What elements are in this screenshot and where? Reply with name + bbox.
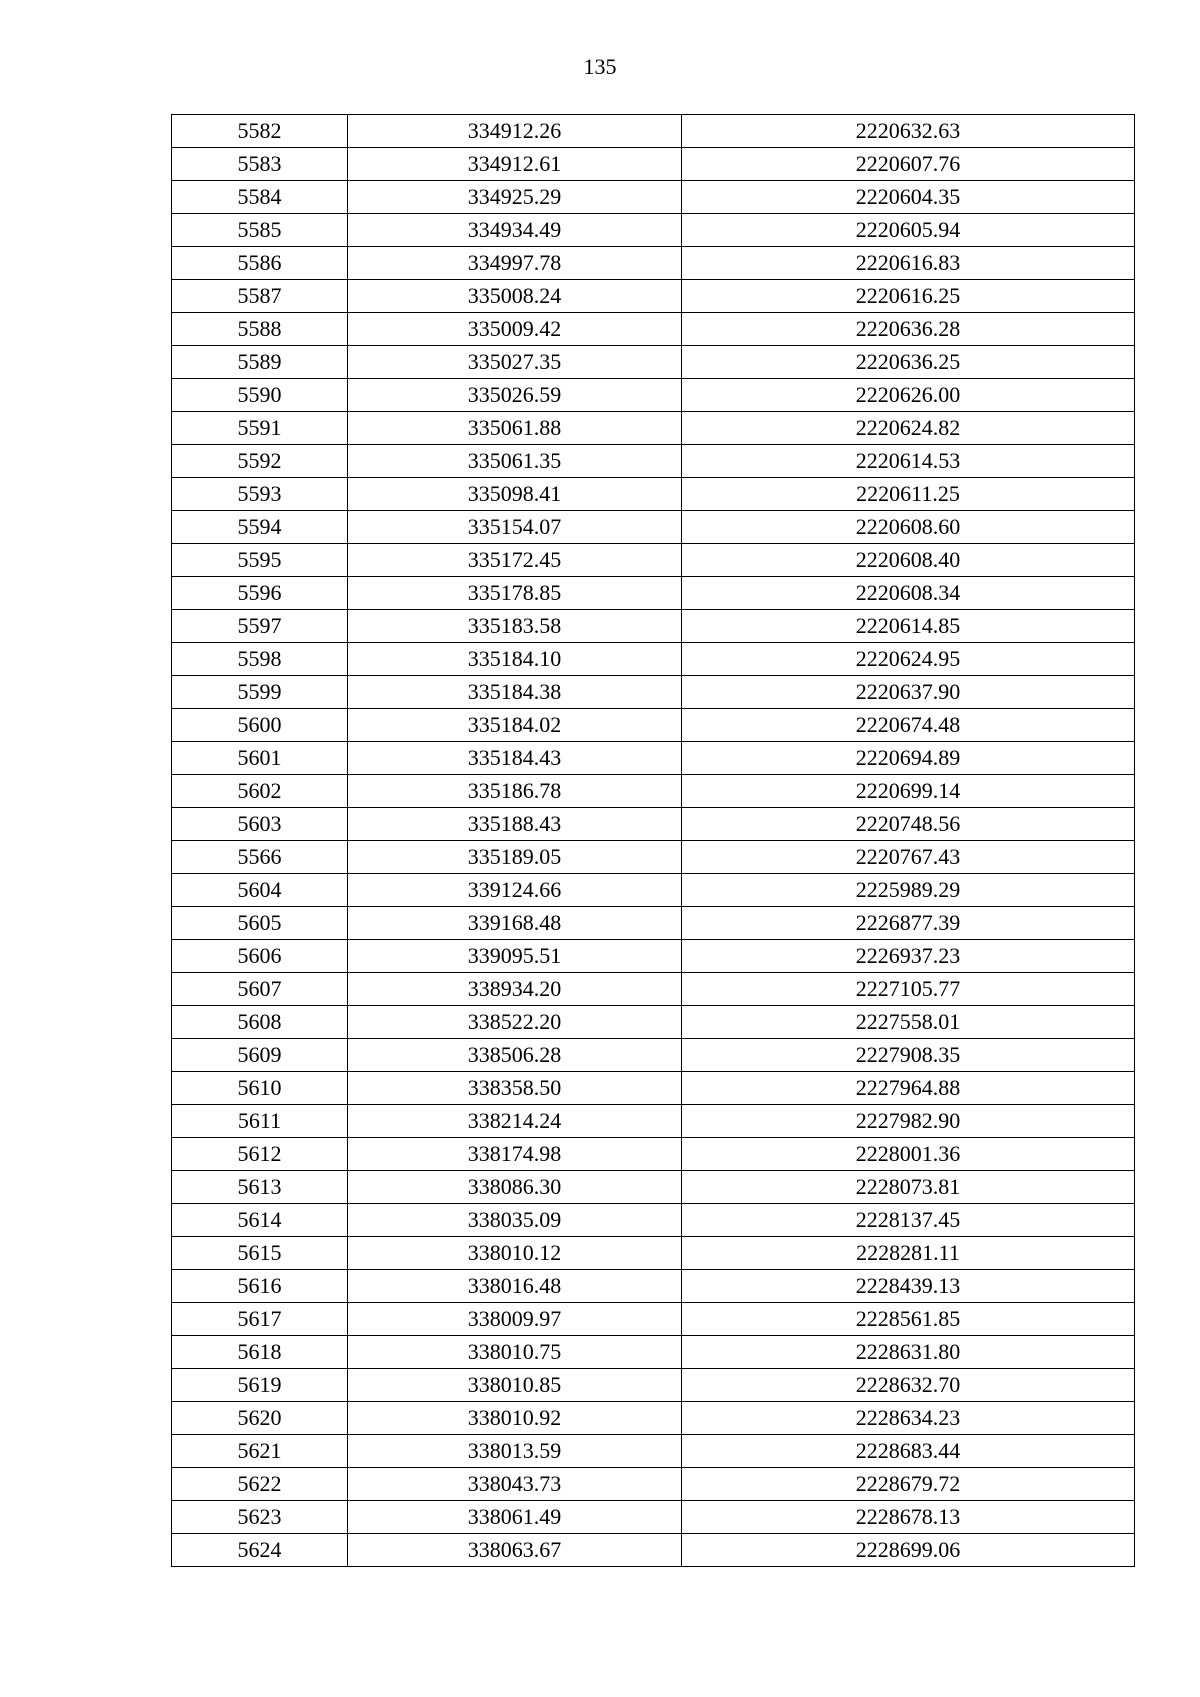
point-number-cell: 5598 bbox=[172, 643, 348, 676]
y-coordinate-cell: 2228678.13 bbox=[682, 1501, 1135, 1534]
y-coordinate-cell: 2220608.40 bbox=[682, 544, 1135, 577]
x-coordinate-cell: 335061.35 bbox=[348, 445, 682, 478]
y-coordinate-cell: 2228001.36 bbox=[682, 1138, 1135, 1171]
point-number-cell: 5604 bbox=[172, 874, 348, 907]
table-row bbox=[172, 247, 1135, 280]
point-number-cell: 5617 bbox=[172, 1303, 348, 1336]
table-row bbox=[172, 1105, 1135, 1138]
x-coordinate-cell: 338061.49 bbox=[348, 1501, 682, 1534]
table-row bbox=[172, 313, 1135, 346]
point-number-cell: 5613 bbox=[172, 1171, 348, 1204]
point-number-cell: 5588 bbox=[172, 313, 348, 346]
x-coordinate-cell: 335154.07 bbox=[348, 511, 682, 544]
x-coordinate-cell: 338358.50 bbox=[348, 1072, 682, 1105]
y-coordinate-cell: 2227105.77 bbox=[682, 973, 1135, 1006]
table-row bbox=[172, 280, 1135, 313]
table-row bbox=[172, 808, 1135, 841]
point-number-cell: 5599 bbox=[172, 676, 348, 709]
x-coordinate-cell: 335184.10 bbox=[348, 643, 682, 676]
x-coordinate-cell: 338506.28 bbox=[348, 1039, 682, 1072]
y-coordinate-cell: 2228699.06 bbox=[682, 1534, 1135, 1567]
point-number-cell: 5601 bbox=[172, 742, 348, 775]
table-row bbox=[172, 709, 1135, 742]
table-row bbox=[172, 379, 1135, 412]
x-coordinate-cell: 335026.59 bbox=[348, 379, 682, 412]
y-coordinate-cell: 2220624.82 bbox=[682, 412, 1135, 445]
table-row bbox=[172, 1138, 1135, 1171]
y-coordinate-cell: 2220626.00 bbox=[682, 379, 1135, 412]
point-number-cell: 5603 bbox=[172, 808, 348, 841]
coordinates-table-body bbox=[172, 115, 1135, 1567]
table-row bbox=[172, 1006, 1135, 1039]
x-coordinate-cell: 339168.48 bbox=[348, 907, 682, 940]
x-coordinate-cell: 338063.67 bbox=[348, 1534, 682, 1567]
point-number-cell: 5583 bbox=[172, 148, 348, 181]
table-row bbox=[172, 577, 1135, 610]
table-row bbox=[172, 1336, 1135, 1369]
table-row bbox=[172, 214, 1135, 247]
y-coordinate-cell: 2220624.95 bbox=[682, 643, 1135, 676]
x-coordinate-cell: 338214.24 bbox=[348, 1105, 682, 1138]
table-row bbox=[172, 1501, 1135, 1534]
table-row bbox=[172, 973, 1135, 1006]
table-row bbox=[172, 1171, 1135, 1204]
table-row bbox=[172, 445, 1135, 478]
y-coordinate-cell: 2220748.56 bbox=[682, 808, 1135, 841]
table-row bbox=[172, 1237, 1135, 1270]
y-coordinate-cell: 2228683.44 bbox=[682, 1435, 1135, 1468]
point-number-cell: 5586 bbox=[172, 247, 348, 280]
x-coordinate-cell: 335008.24 bbox=[348, 280, 682, 313]
x-coordinate-cell: 335186.78 bbox=[348, 775, 682, 808]
table-row bbox=[172, 511, 1135, 544]
x-coordinate-cell: 334925.29 bbox=[348, 181, 682, 214]
point-number-cell: 5606 bbox=[172, 940, 348, 973]
y-coordinate-cell: 2228561.85 bbox=[682, 1303, 1135, 1336]
x-coordinate-cell: 338522.20 bbox=[348, 1006, 682, 1039]
table-row bbox=[172, 907, 1135, 940]
table-row bbox=[172, 742, 1135, 775]
x-coordinate-cell: 338174.98 bbox=[348, 1138, 682, 1171]
point-number-cell: 5624 bbox=[172, 1534, 348, 1567]
point-number-cell: 5605 bbox=[172, 907, 348, 940]
y-coordinate-cell: 2228137.45 bbox=[682, 1204, 1135, 1237]
y-coordinate-cell: 2228679.72 bbox=[682, 1468, 1135, 1501]
table-row bbox=[172, 346, 1135, 379]
point-number-cell: 5590 bbox=[172, 379, 348, 412]
table-row bbox=[172, 1270, 1135, 1303]
x-coordinate-cell: 335178.85 bbox=[348, 577, 682, 610]
x-coordinate-cell: 335184.38 bbox=[348, 676, 682, 709]
x-coordinate-cell: 339095.51 bbox=[348, 940, 682, 973]
y-coordinate-cell: 2220636.28 bbox=[682, 313, 1135, 346]
table-row bbox=[172, 1204, 1135, 1237]
point-number-cell: 5618 bbox=[172, 1336, 348, 1369]
table-row bbox=[172, 1039, 1135, 1072]
table-row bbox=[172, 1402, 1135, 1435]
y-coordinate-cell: 2228632.70 bbox=[682, 1369, 1135, 1402]
table-row bbox=[172, 115, 1135, 148]
point-number-cell: 5620 bbox=[172, 1402, 348, 1435]
x-coordinate-cell: 338086.30 bbox=[348, 1171, 682, 1204]
point-number-cell: 5622 bbox=[172, 1468, 348, 1501]
x-coordinate-cell: 334912.61 bbox=[348, 148, 682, 181]
x-coordinate-cell: 338013.59 bbox=[348, 1435, 682, 1468]
point-number-cell: 5591 bbox=[172, 412, 348, 445]
x-coordinate-cell: 338009.97 bbox=[348, 1303, 682, 1336]
table-row bbox=[172, 1435, 1135, 1468]
table-row bbox=[172, 544, 1135, 577]
y-coordinate-cell: 2228439.13 bbox=[682, 1270, 1135, 1303]
y-coordinate-cell: 2220608.60 bbox=[682, 511, 1135, 544]
point-number-cell: 5607 bbox=[172, 973, 348, 1006]
point-number-cell: 5615 bbox=[172, 1237, 348, 1270]
point-number-cell: 5611 bbox=[172, 1105, 348, 1138]
point-number-cell: 5609 bbox=[172, 1039, 348, 1072]
table-row bbox=[172, 1468, 1135, 1501]
point-number-cell: 5585 bbox=[172, 214, 348, 247]
table-row bbox=[172, 610, 1135, 643]
x-coordinate-cell: 339124.66 bbox=[348, 874, 682, 907]
table-row bbox=[172, 478, 1135, 511]
point-number-cell: 5594 bbox=[172, 511, 348, 544]
point-number-cell: 5602 bbox=[172, 775, 348, 808]
point-number-cell: 5566 bbox=[172, 841, 348, 874]
point-number-cell: 5612 bbox=[172, 1138, 348, 1171]
x-coordinate-cell: 338035.09 bbox=[348, 1204, 682, 1237]
point-number-cell: 5608 bbox=[172, 1006, 348, 1039]
y-coordinate-cell: 2220699.14 bbox=[682, 775, 1135, 808]
y-coordinate-cell: 2227908.35 bbox=[682, 1039, 1135, 1072]
x-coordinate-cell: 338010.85 bbox=[348, 1369, 682, 1402]
x-coordinate-cell: 335184.02 bbox=[348, 709, 682, 742]
y-coordinate-cell: 2228634.23 bbox=[682, 1402, 1135, 1435]
x-coordinate-cell: 338043.73 bbox=[348, 1468, 682, 1501]
y-coordinate-cell: 2226937.23 bbox=[682, 940, 1135, 973]
y-coordinate-cell: 2220614.85 bbox=[682, 610, 1135, 643]
point-number-cell: 5584 bbox=[172, 181, 348, 214]
y-coordinate-cell: 2225989.29 bbox=[682, 874, 1135, 907]
x-coordinate-cell: 335183.58 bbox=[348, 610, 682, 643]
table-row bbox=[172, 148, 1135, 181]
coordinates-table bbox=[171, 114, 1135, 1567]
table-row bbox=[172, 1303, 1135, 1336]
y-coordinate-cell: 2220614.53 bbox=[682, 445, 1135, 478]
x-coordinate-cell: 335184.43 bbox=[348, 742, 682, 775]
x-coordinate-cell: 335098.41 bbox=[348, 478, 682, 511]
point-number-cell: 5623 bbox=[172, 1501, 348, 1534]
y-coordinate-cell: 2228631.80 bbox=[682, 1336, 1135, 1369]
y-coordinate-cell: 2227982.90 bbox=[682, 1105, 1135, 1138]
point-number-cell: 5596 bbox=[172, 577, 348, 610]
table-row bbox=[172, 676, 1135, 709]
x-coordinate-cell: 335009.42 bbox=[348, 313, 682, 346]
x-coordinate-cell: 338010.92 bbox=[348, 1402, 682, 1435]
point-number-cell: 5600 bbox=[172, 709, 348, 742]
point-number-cell: 5614 bbox=[172, 1204, 348, 1237]
point-number-cell: 5621 bbox=[172, 1435, 348, 1468]
y-coordinate-cell: 2228281.11 bbox=[682, 1237, 1135, 1270]
y-coordinate-cell: 2220604.35 bbox=[682, 181, 1135, 214]
table-row bbox=[172, 643, 1135, 676]
point-number-cell: 5595 bbox=[172, 544, 348, 577]
point-number-cell: 5616 bbox=[172, 1270, 348, 1303]
table-row bbox=[172, 1072, 1135, 1105]
y-coordinate-cell: 2220636.25 bbox=[682, 346, 1135, 379]
x-coordinate-cell: 335027.35 bbox=[348, 346, 682, 379]
x-coordinate-cell: 338934.20 bbox=[348, 973, 682, 1006]
y-coordinate-cell: 2220605.94 bbox=[682, 214, 1135, 247]
table-row bbox=[172, 775, 1135, 808]
x-coordinate-cell: 335188.43 bbox=[348, 808, 682, 841]
point-number-cell: 5582 bbox=[172, 115, 348, 148]
table-row bbox=[172, 181, 1135, 214]
y-coordinate-cell: 2220674.48 bbox=[682, 709, 1135, 742]
table-row bbox=[172, 874, 1135, 907]
x-coordinate-cell: 334912.26 bbox=[348, 115, 682, 148]
y-coordinate-cell: 2220694.89 bbox=[682, 742, 1135, 775]
table-row bbox=[172, 412, 1135, 445]
y-coordinate-cell: 2220767.43 bbox=[682, 841, 1135, 874]
x-coordinate-cell: 334934.49 bbox=[348, 214, 682, 247]
y-coordinate-cell: 2227964.88 bbox=[682, 1072, 1135, 1105]
y-coordinate-cell: 2220616.83 bbox=[682, 247, 1135, 280]
point-number-cell: 5610 bbox=[172, 1072, 348, 1105]
y-coordinate-cell: 2220616.25 bbox=[682, 280, 1135, 313]
table-row bbox=[172, 1534, 1135, 1567]
point-number-cell: 5597 bbox=[172, 610, 348, 643]
y-coordinate-cell: 2227558.01 bbox=[682, 1006, 1135, 1039]
x-coordinate-cell: 338010.75 bbox=[348, 1336, 682, 1369]
point-number-cell: 5593 bbox=[172, 478, 348, 511]
table-row bbox=[172, 841, 1135, 874]
y-coordinate-cell: 2220637.90 bbox=[682, 676, 1135, 709]
y-coordinate-cell: 2226877.39 bbox=[682, 907, 1135, 940]
x-coordinate-cell: 335172.45 bbox=[348, 544, 682, 577]
x-coordinate-cell: 335189.05 bbox=[348, 841, 682, 874]
x-coordinate-cell: 338010.12 bbox=[348, 1237, 682, 1270]
table-row bbox=[172, 1369, 1135, 1402]
point-number-cell: 5587 bbox=[172, 280, 348, 313]
y-coordinate-cell: 2220611.25 bbox=[682, 478, 1135, 511]
x-coordinate-cell: 338016.48 bbox=[348, 1270, 682, 1303]
y-coordinate-cell: 2220607.76 bbox=[682, 148, 1135, 181]
y-coordinate-cell: 2220632.63 bbox=[682, 115, 1135, 148]
x-coordinate-cell: 335061.88 bbox=[348, 412, 682, 445]
x-coordinate-cell: 334997.78 bbox=[348, 247, 682, 280]
y-coordinate-cell: 2228073.81 bbox=[682, 1171, 1135, 1204]
point-number-cell: 5589 bbox=[172, 346, 348, 379]
page-number: 135 bbox=[583, 54, 617, 79]
point-number-cell: 5619 bbox=[172, 1369, 348, 1402]
point-number-cell: 5592 bbox=[172, 445, 348, 478]
table-row bbox=[172, 940, 1135, 973]
y-coordinate-cell: 2220608.34 bbox=[682, 577, 1135, 610]
